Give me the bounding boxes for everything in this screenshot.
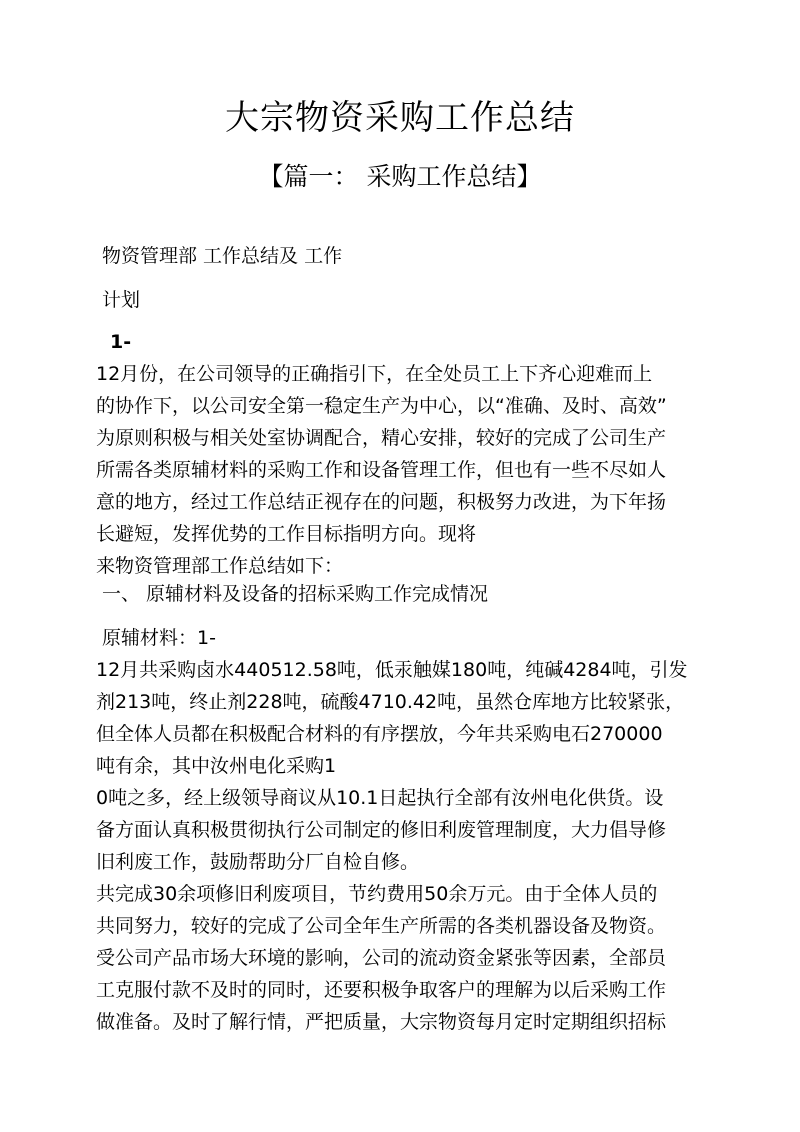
paragraph-1 [96,326,708,582]
section-heading-line-2: 计划 [102,289,141,311]
paragraph-2-line: 共完成30余项修旧利废项目，节约费用50余万元。由于全体人员的 [96,883,658,905]
paragraph-2-line: 共同努力，较好的完成了公司全年生产所需的各类机器设备及物资。 [96,915,667,937]
paragraph-1-line: 1- [110,331,132,353]
paragraph-2-line: 吨有余，其中汝州电化采购1 [96,755,337,777]
section-heading-line-1: 物资管理部 工作总结及 工作 [102,245,343,267]
paragraph-2-line: 0吨之多，经上级领导商议从10.1日起执行全部有汝州电化供货。设 [96,787,664,809]
paragraph-2-line: 剂213吨，终止剂228吨，硫酸4710.42吨，虽然仓库地方比较紧张， [96,691,685,713]
document-title: 大宗物资采购工作总结 [225,98,575,138]
paragraph-1-line: 所需各类原辅材料的采购工作和设备管理工作，但也有一些不尽如人 [96,459,667,481]
section-1-heading: 一、 原辅材料及设备的招标采购工作完成情况 [102,583,489,605]
paragraph-1-line: 来物资管理部工作总结如下： [96,555,344,577]
document-subtitle: 【篇一： 采购工作总结】 [258,162,542,191]
paragraph-2-line: 做准备。及时了解行情，严把质量，大宗物资每月定时定期组织招标 [96,1011,667,1033]
paragraph-2-line: 12月共采购卤水440512.58吨，低汞触媒180吨，纯碱4284吨，引发 [96,659,688,681]
paragraph-2-line: 原辅材料：1- [102,627,216,649]
paragraph-1-line: 意的地方，经过工作总结正视存在的问题，积极努力改进，为下年扬 [96,491,667,513]
paragraph-1-line: 12月份，在公司领导的正确指引下，在全处员工上下齐心迎难而上 [96,363,653,385]
paragraph-2-line: 但全体人员都在积极配合材料的有序摆放，今年共采购电石270000 [96,723,663,745]
paragraph-2-line: 旧利废工作，鼓励帮助分厂自检自修。 [96,851,420,873]
paragraph-2-line: 受公司产品市场大环境的影响，公司的流动资金紧张等因素，全部员 [96,947,667,969]
paragraph-2 [96,622,708,1038]
paragraph-2-line: 备方面认真积极贯彻执行公司制定的修旧利废管理制度，大力倡导修 [96,819,667,841]
paragraph-1-line: 长避短，发挥优势的工作目标指明方向。现将 [96,523,477,545]
paragraph-1-line: 为原则积极与相关处室协调配合，精心安排，较好的完成了公司生产 [96,427,667,449]
paragraph-2-line: 工克服付款不及时的同时，还要积极争取客户的理解为以后采购工作 [96,979,667,1001]
paragraph-1-line: 的协作下，以公司安全第一稳定生产为中心，以“准确、及时、高效” [96,395,667,417]
